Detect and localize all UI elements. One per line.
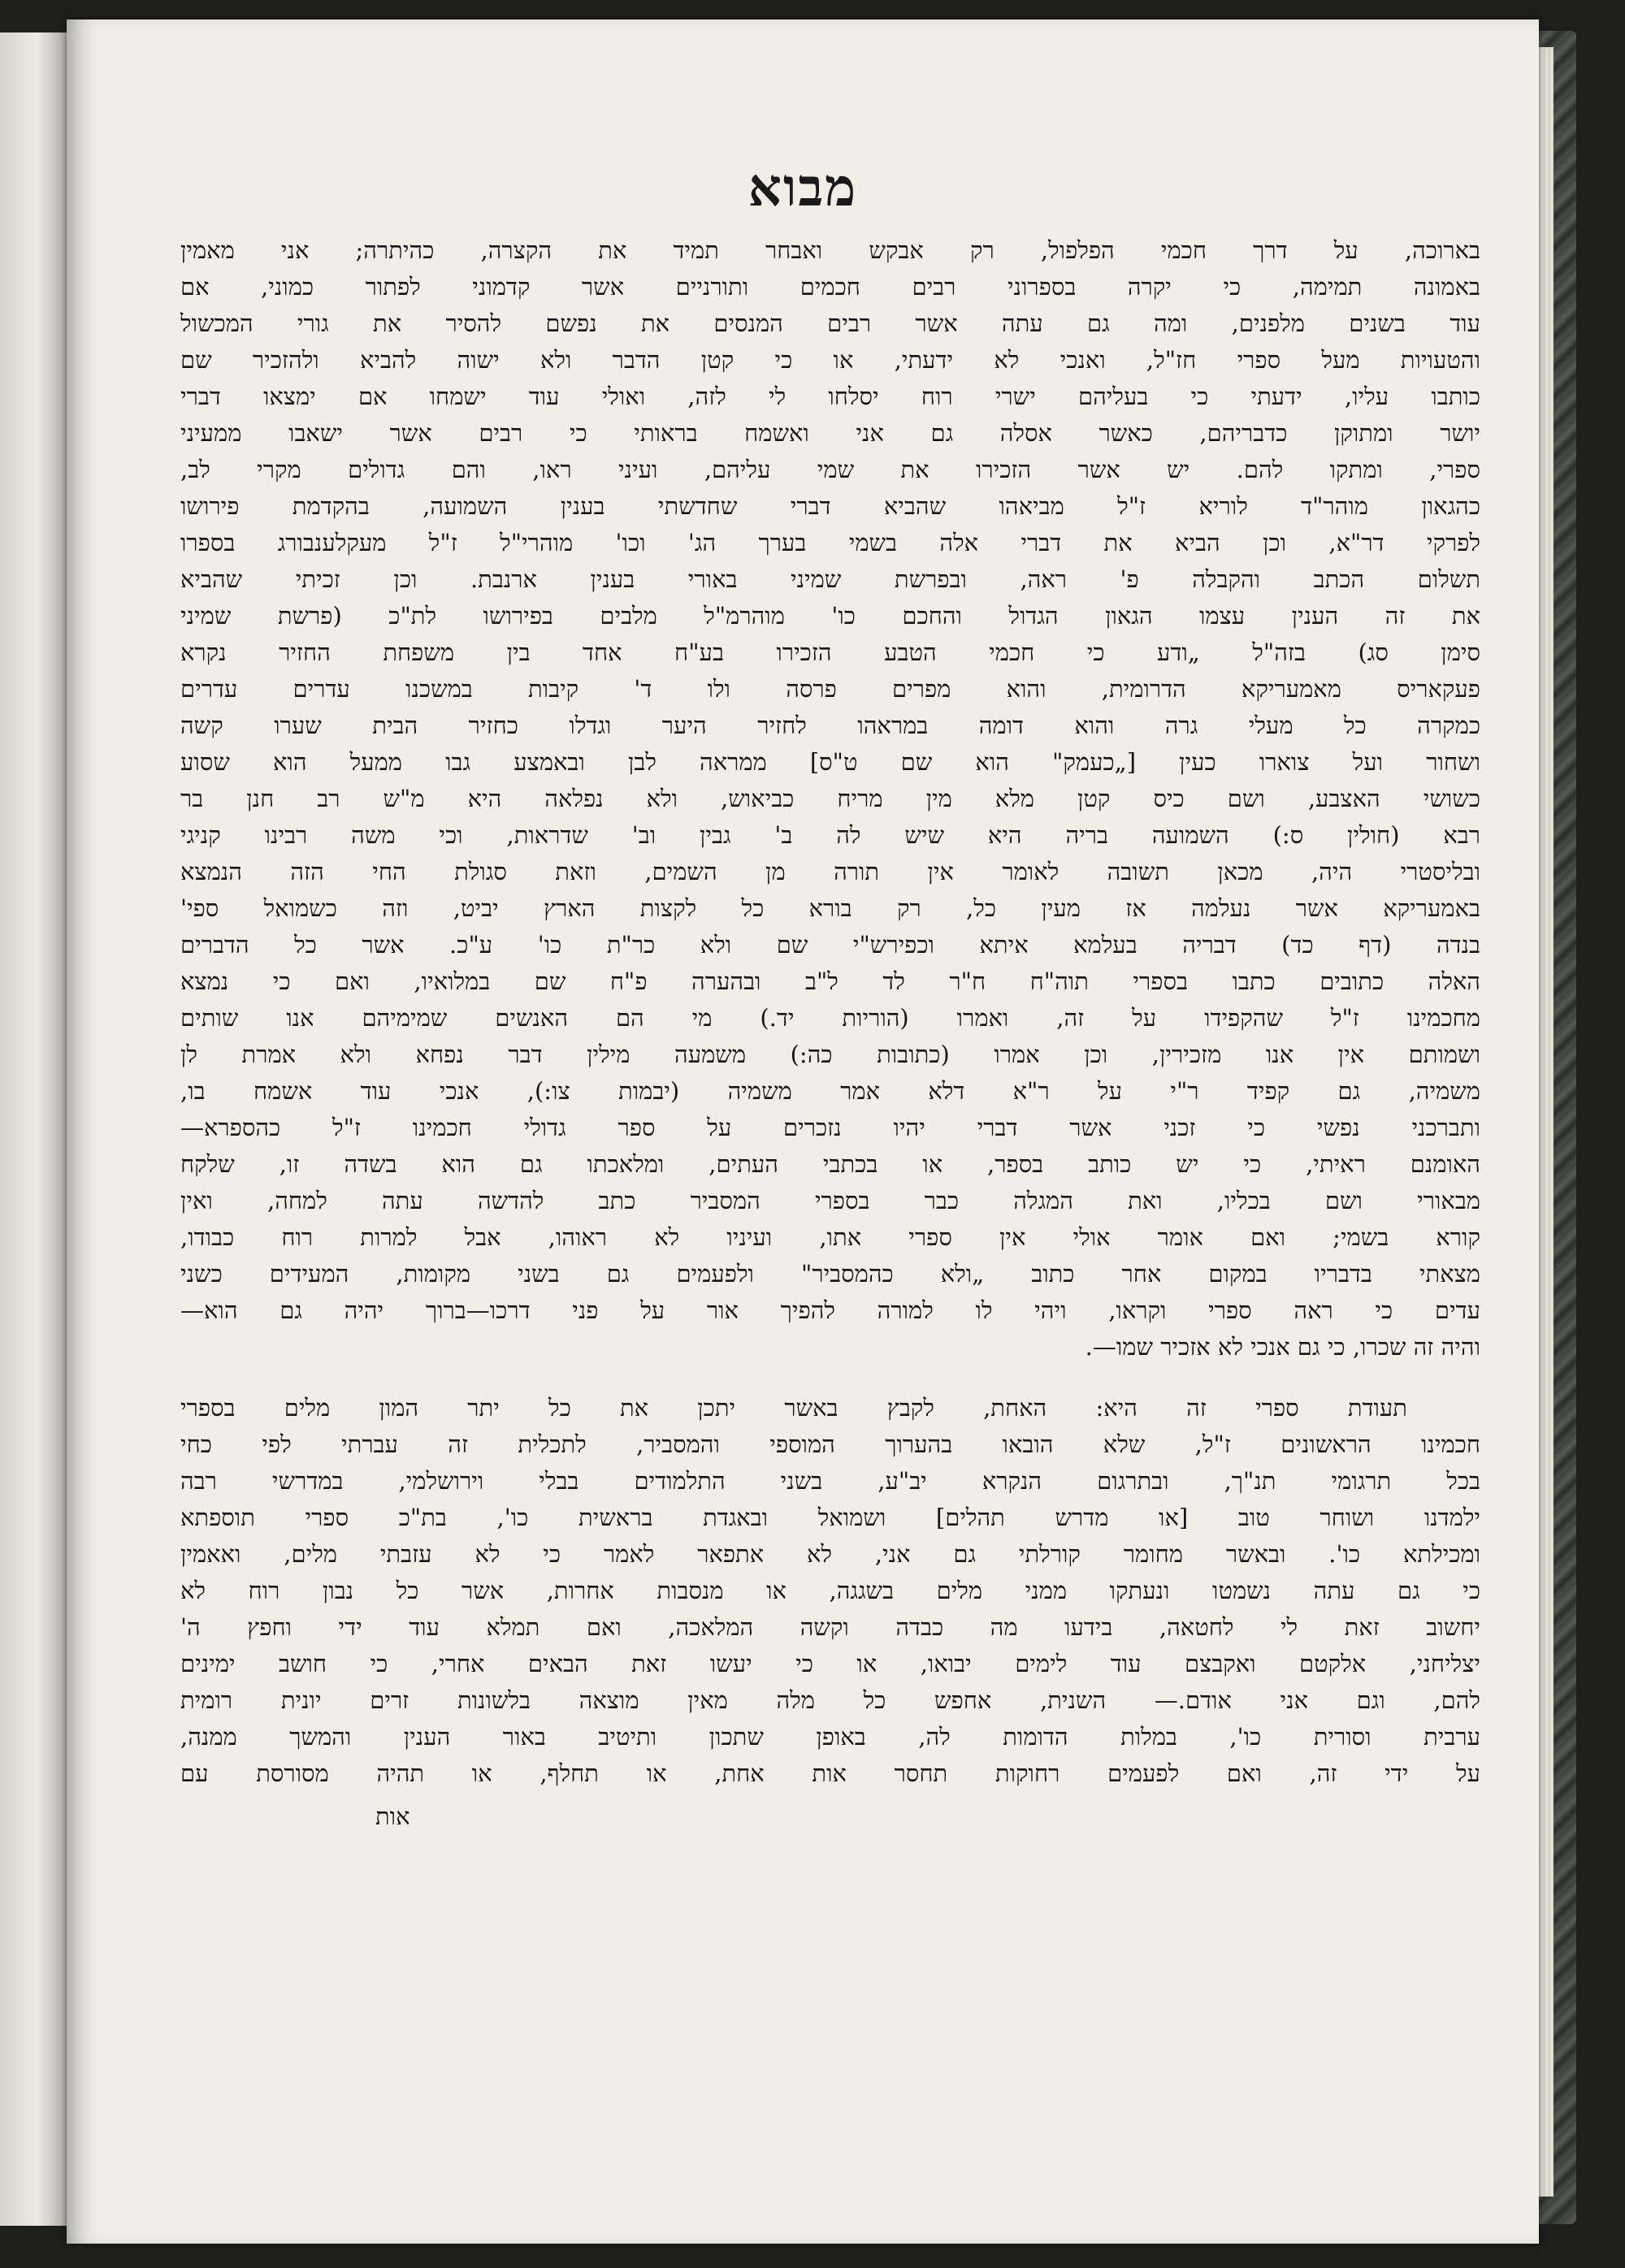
book-page	[67, 19, 1539, 2244]
text-line: קורא בשמי; ואם אומר אולי אין ספרי אתו, ועיניו לא ראוהו, אבל למרות רוח כבודו,	[180, 1223, 1480, 1251]
text-line: ובליסטרי היה, מכאן תשובה לאומר אין תורה מן השמים, וזאת סגולת החי הזה הנמצא	[180, 858, 1480, 885]
paragraph	[180, 232, 1480, 1366]
page-text	[180, 232, 1480, 1835]
text-line: ושחור ועל צוארו כעין [„כעמק" הוא שם ט"ס] ממראה לבן ובאמצע גבו ממעל הוא שסוע	[180, 748, 1480, 776]
text-line: כשושי האצבע, ושם כיס קטן מלא מין מריח כביאוש, ולא נפלאה היא מ"ש רב חנן בר	[180, 785, 1480, 812]
text-line: ספרי, ומתקו להם. יש אשר הזכירו את שמי עליהם, ועיני ראו, והם גדולים מקרי לב,	[180, 456, 1480, 483]
text-line: פעקאריס מאמעריקא הדרומית, והוא מפרים פרסה ולו ד' קיבות במשכנו עדרים עדרים	[180, 675, 1480, 703]
text-line: כותבו עליו, ידעתי כי בעליהם ישרי רוח יסלחו לי לזה, ואולי עוד ישמחו אם ימצאו דברי	[180, 383, 1480, 410]
text-line: חכמינו הראשונים ז"ל, שלא הובאו בהערוך המוספי והמסביר, לתכלית זה עברתי לפי כחי	[180, 1430, 1480, 1458]
text-line: עוד בשנים מלפנים, ומה גם עתה אשר רבים המנסים את נפשם להסיר את גורי המכשול	[180, 309, 1480, 337]
facing-page-edge	[0, 32, 68, 2226]
text-line: יושר ומתוקן כדבריהם, כאשר אסלה גם אני ואשמח בראותי כי רבים אשר ישאבו ממעיני	[180, 419, 1480, 447]
paragraph-gap	[180, 1366, 1480, 1390]
text-line: והיה זה שכרו, כי גם אנכי לא אזכיר שמו—.	[1085, 1333, 1480, 1361]
text-line: עדים כי ראה ספרי וקראו, ויהי לו למורה להפיך אור על פני דרכו—ברוך יהיה גם הוא—	[180, 1296, 1480, 1324]
catchword: אות	[375, 1803, 410, 1830]
text-line: תשלום הכתב והקבלה פ' ראה, ובפרשת שמיני באורי בענין ארנבת. וכן זכיתי שהביא	[180, 565, 1480, 593]
text-line: האלה כתובים כתבו בספרי תוה"ח ח"ר לד ל"ב ובהערה פ"ח שם במלואיו, ואם כי נמצא	[180, 967, 1480, 995]
text-line: באמונה תמימה, כי יקרה בספרוני רבים חכמים ותורניים אשר קדמוני לפתור כמוני, אם	[180, 273, 1480, 301]
text-line: כהגאון מוהר"ד לוריא ז"ל מביאהו שהביא דברי שחדשתי בענין השמועה, בהקדמת פירושו	[180, 492, 1480, 520]
text-line: האומנם ראיתי, כי יש כותב בספר, או בכתבי העתים, ומלאכתו גם הוא בשדה זו, שלקח	[180, 1150, 1480, 1178]
text-line: סימן סג) בזה"ל „ודע כי חכמי הטבע הזכירו בע"ח אחד בין משפחת החזיר נקרא	[180, 638, 1480, 666]
text-line: להם, וגם אני אודם.— השנית, אחפש כל מלה מאין מוצאה בלשונות זרים יונית רומית	[180, 1686, 1480, 1714]
text-line: כי גם עתה נשמטו ונעתקו ממני מלים בשגגה, או מנסבות אחרות, אשר כל נבון רוח לא	[180, 1577, 1480, 1604]
text-line: והטעויות מעל ספרי חז"ל, ואנכי לא ידעתי, או כי קטן הדבר ולא ישוה להביא ולהזכיר שם	[180, 346, 1480, 374]
paragraph	[180, 1390, 1480, 1792]
text-line: יצליחני, אלקטם ואקבצם עוד לימים יבואו, או כי יעשו זאת הבאים אחרי, כי חושב ימינים	[180, 1650, 1480, 1677]
text-line: לפרקי דר"א, וכן הביא את דברי אלה בשמי בערך הג' וכו' מוהרי"ל ז"ל מעקלענבורג בספרו	[180, 529, 1480, 556]
text-line: את זה הענין עצמו הגאון הגדול והחכם כו' מוהרמ"ל מלבים בפירושו לת"כ (פרשת שמיני	[180, 602, 1480, 630]
text-line: יחשוב זאת לי לחטאה, בידעו מה כבדה וקשה המלאכה, ואם תמלא עוד ידי וחפץ ה'	[180, 1613, 1480, 1641]
text-line: ותברכני נפשי כי זכני אשר דברי יהיו נזכרים על ספר גדולי חכמינו ז"ל כהספרא—	[180, 1114, 1480, 1141]
text-line: משמיה, גם קפיד ר"י על ר"א דלא אמר משמיה (יבמות צו:), אנכי עוד אשמח בו,	[180, 1077, 1480, 1105]
text-line: באמעריקא אשר נעלמה אז מעין כל, רק בורא כל לקצות הארץ יביט, וזה כשמואל ספי'	[180, 894, 1480, 922]
text-line: תעודת ספרי זה היא: האחת, לקבץ באשר יתכן את כל יתר המון מלים בספרי	[180, 1394, 1407, 1422]
text-line: ערבית וסורית כו', במלות הדומות לה, באופן שתכון ותיטיב באור הענין והמשך ממנה,	[180, 1723, 1480, 1751]
text-line: בארוכה, על דרך חכמי הפלפול, רק אבקש ואבחר תמיד את הקצרה, כהיתרה; אני מאמין	[180, 236, 1480, 264]
text-line: כמקרה כל מעלי גרה והוא דומה במראהו לחזיר היער וגדלו כחזיר הבית שערו קשה	[180, 712, 1480, 739]
text-line: בכל תרגומי תנ"ך, ובתרגום הנקרא יב"ע, בשני התלמודים בבלי וירושלמי, במדרשי רבה	[180, 1467, 1480, 1495]
text-line: ומכילתא כו'. ובאשר מחומר קורלתי גם אני, לא אתפאר לאמר כי לא עזבתי מלים, ואאמין	[180, 1540, 1480, 1568]
page-heading: מבוא	[748, 158, 858, 219]
text-line: רבא (חולין ס:) השמועה בריה היא שיש לה ב' גבין וב' שדראות, וכי משה רבינו קניגי	[180, 821, 1480, 849]
text-line: על ידי זה, ואם לפעמים רחוקות תחסר אות אחת, או תחלף, או תהיה מסורסת עם	[180, 1759, 1480, 1787]
text-line: מצאתי בדבריו במקום אחר כתוב „ולא כהמסביר" ולפעמים גם בשני מקומות, המעידים כשני	[180, 1260, 1480, 1288]
text-line: בנדה (דף כד) דבריה בעלמא איתא וכפירש"י שם ולא כר"ת כו' ע"כ. אשר כל הדברים	[180, 931, 1480, 959]
text-line: מחכמינו ז"ל שהקפידו על זה, ואמרו (הוריות יד.) מי הם האנשים שמימיהם אנו שותים	[180, 1004, 1480, 1032]
text-line: ילמדנו ושוחר טוב [או מדרש תהלים] ושמואל ובאגדת בראשית כו', בת"כ ספרי תוספתא	[180, 1504, 1480, 1531]
text-line: מבאורי ושם בכליו, ואת המגלה כבר בספרי המסביר כתב להדשה עתה למחה, ואין	[180, 1187, 1480, 1214]
text-line: ושמותם אין אנו מזכירין, וכן אמרו (כתובות כה:) משמעה מילין דבר נפחא ולא אמרת לן	[180, 1041, 1480, 1068]
